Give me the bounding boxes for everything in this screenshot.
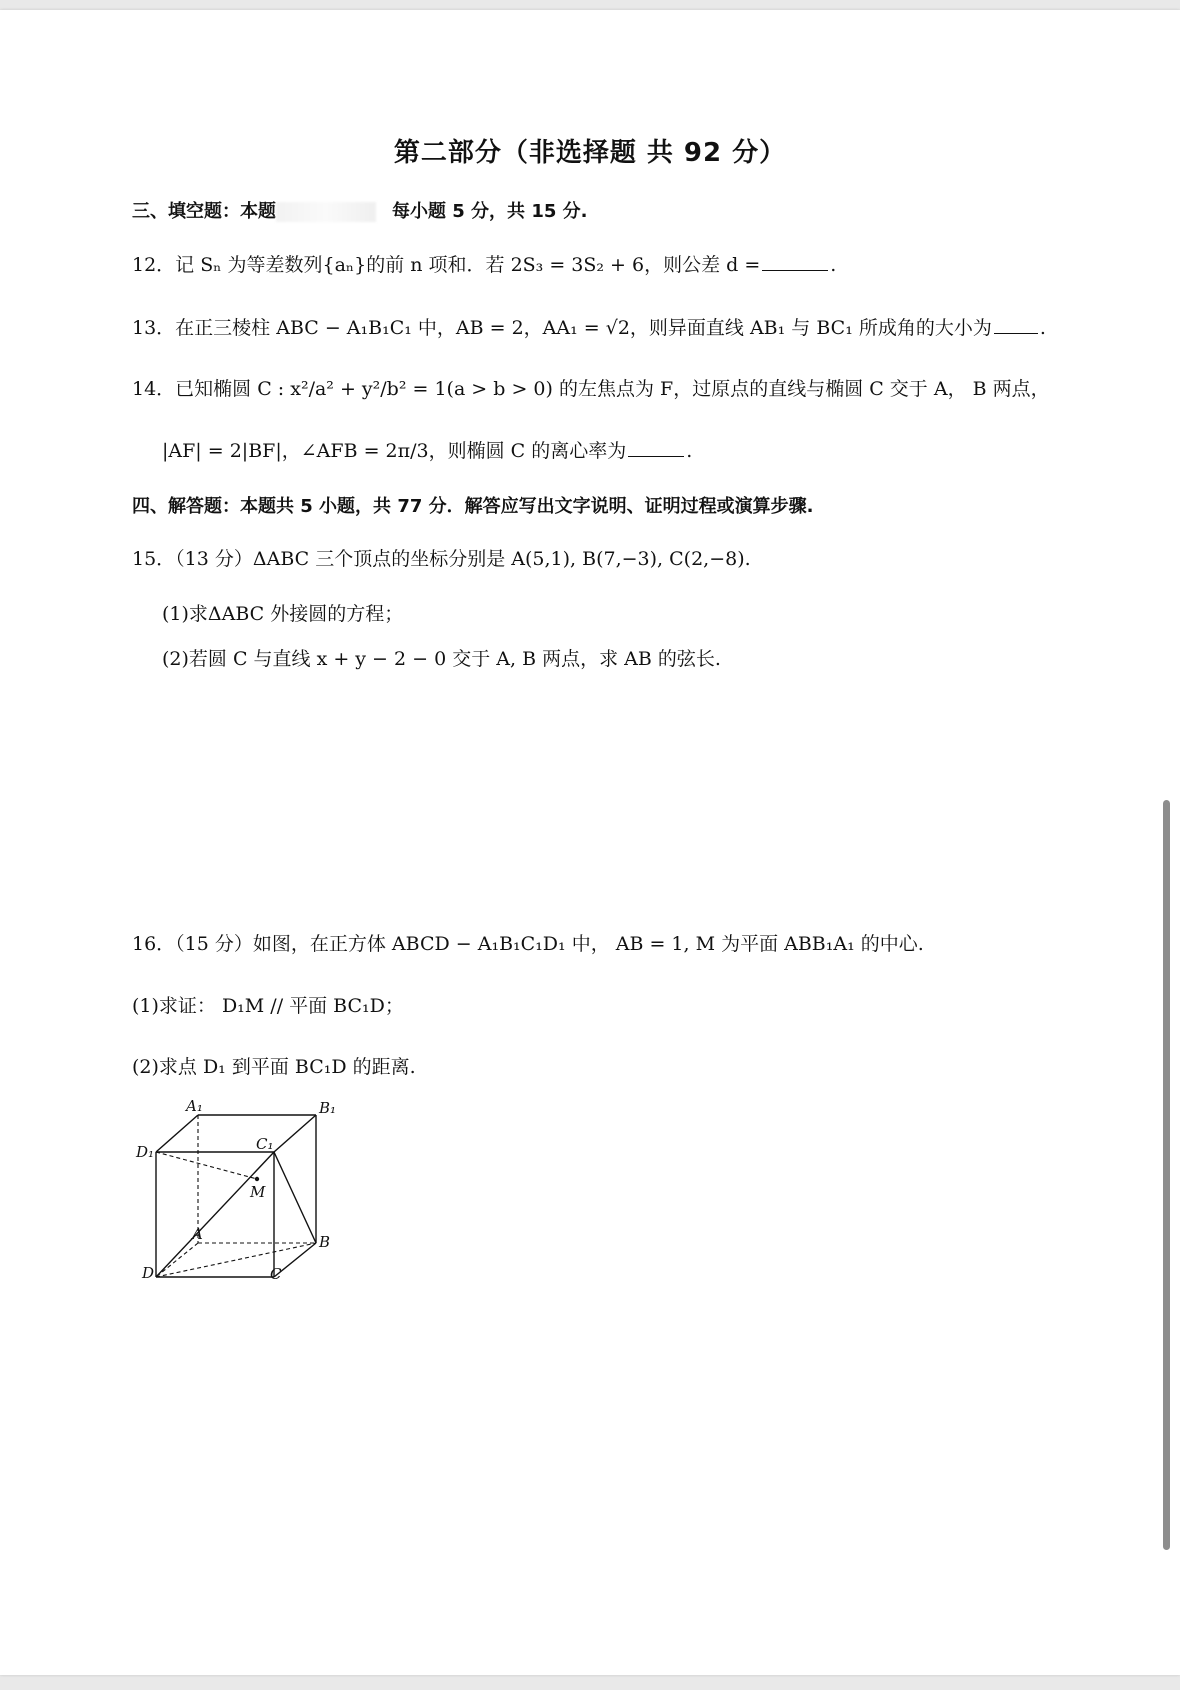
vertical-scrollbar[interactable]: [1163, 800, 1170, 1550]
hidden-edge-d-b: [156, 1243, 316, 1277]
question-16-part-2: (2)求点 D₁ 到平面 BC₁D 的距离.: [132, 1056, 416, 1078]
label-d: D: [142, 1264, 155, 1280]
question-12-text: 12．记 Sₙ 为等差数列{aₙ}的前 n 项和．若 2S₃ = 3S₂ + 6，则公差 d =: [132, 254, 761, 276]
label-d1: D₁: [136, 1143, 155, 1161]
edge-c1-b: [274, 1152, 316, 1243]
section-heading-start: 三、填空题：本题: [132, 201, 276, 222]
point-m: [255, 1177, 259, 1181]
section-fill-in-heading: [132, 199, 587, 225]
hidden-edge-a-d: [156, 1243, 198, 1277]
question-14-end: .: [686, 440, 693, 462]
label-b: B: [319, 1233, 331, 1251]
section-heading-end: 每小题 5 分，共 15 分.: [392, 201, 588, 222]
edge-c1-b1: [274, 1115, 316, 1152]
label-a1: A₁: [186, 1097, 203, 1115]
label-c: C: [270, 1265, 282, 1280]
label-m: M: [250, 1183, 266, 1201]
hidden-edge-d1-m: [156, 1152, 257, 1179]
answer-blank-12: [762, 269, 828, 271]
page-title: 第二部分（非选择题 共 92 分）: [393, 138, 787, 168]
question-15-part-1: (1)求ΔABC 外接圆的方程；: [162, 603, 404, 625]
question-13-text: 13．在正三棱柱 ABC − A₁B₁C₁ 中，AB = 2，AA₁ = √2，则异面直线 AB₁ 与 BC₁ 所成角的大小为: [132, 317, 992, 339]
label-b1: B₁: [319, 1099, 337, 1117]
question-13-end: .: [1039, 317, 1046, 339]
question-14-line-1: 14．已知椭圆 C : x²/a² + y²/b² = 1(a > b > 0) 的左焦点为 F，过原点的直线与椭圆 C 交于 A， B 两点，: [132, 378, 1050, 400]
section-solution-heading: 四、解答题：本题共 5 小题，共 77 分．解答应写出文字说明、证明过程或演算步骤.: [132, 496, 814, 517]
question-15-stem: 15．（13 分）ΔABC 三个顶点的坐标分别是 A(5,1), B(7,−3), C(2,−8).: [132, 548, 751, 570]
question-14-line-2-text: |AF| = 2|BF|，∠AFB = 2π/3，则椭圆 C 的离心率为: [162, 440, 627, 462]
question-14-line-2: [162, 438, 692, 464]
edge-d1-a1: [156, 1115, 198, 1152]
edge-d-c1: [156, 1152, 274, 1277]
question-16-stem: 16．（15 分）如图，在正方体 ABCD − A₁B₁C₁D₁ 中， AB = 1, M 为平面 ABB₁A₁ 的中心.: [132, 933, 924, 955]
exam-page: [0, 10, 1180, 1675]
cube-figure: [130, 1095, 360, 1280]
question-13: [132, 315, 1046, 341]
question-12: 12．记 Sₙ 为等差数列{aₙ}的前 n 项和．若 2S₃ = 3S₂ + 6，则公差 d = .: [132, 254, 837, 276]
question-16-part-1: (1)求证： D₁M // 平面 BC₁D；: [132, 995, 404, 1017]
label-a: A: [192, 1225, 203, 1243]
blurred-redaction: [276, 202, 376, 222]
question-15-part-2: (2)若圆 C 与直线 x + y − 2 − 0 交于 A, B 两点，求 AB 的弦长.: [162, 648, 721, 670]
label-c1: C₁: [256, 1135, 274, 1153]
answer-blank-13: [994, 332, 1038, 334]
answer-blank-14: [628, 455, 684, 457]
